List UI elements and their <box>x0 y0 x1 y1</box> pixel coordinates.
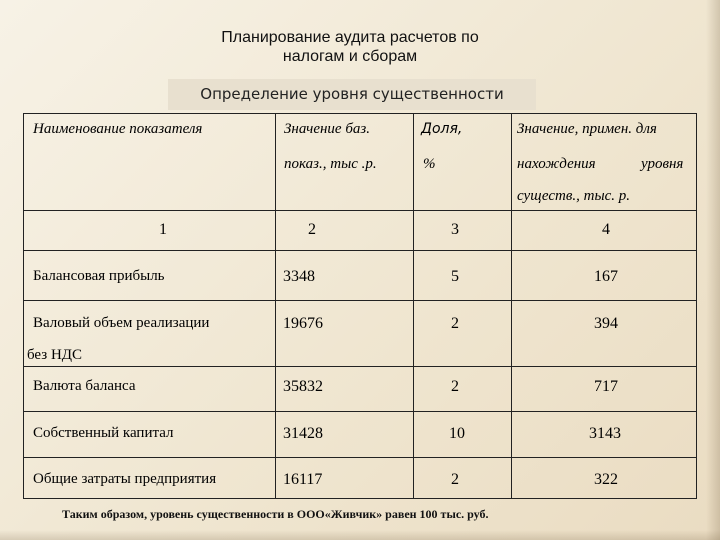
row-5-base: 16117 <box>283 471 323 488</box>
table-col-divider-3 <box>511 113 512 499</box>
table-row-divider-1 <box>23 300 697 301</box>
table-row-divider-2 <box>23 366 697 367</box>
table-row-divider-4 <box>23 457 697 458</box>
row-2-name-line-1: Валовый объем реализации <box>33 315 210 331</box>
header-base-value-line-2: показ., тыс .р. <box>284 156 377 172</box>
row-1-name: Балансовая прибыль <box>33 268 165 284</box>
title-line-1: Планирование аудита расчетов по <box>221 29 479 46</box>
row-2-base: 19676 <box>283 315 323 332</box>
table-numbers-divider <box>23 250 697 251</box>
column-number-1: 1 <box>159 221 167 238</box>
slide-bottom-shadow <box>0 530 720 540</box>
row-1-applied: 167 <box>594 268 618 285</box>
table-col-divider-2 <box>413 113 414 499</box>
row-5-name: Общие затраты предприятия <box>33 471 217 487</box>
slide-edge-shadow <box>706 0 720 540</box>
table-header-divider <box>23 210 697 211</box>
table-row-divider-3 <box>23 411 697 412</box>
header-indicator-name: Наименование показателя <box>33 121 203 137</box>
column-number-2: 2 <box>308 221 316 238</box>
row-5-applied: 322 <box>594 471 618 488</box>
row-3-base: 35832 <box>283 378 323 395</box>
row-3-share: 2 <box>451 378 459 395</box>
title-line-2: налогам и сборам <box>282 48 418 65</box>
header-applied-value-line-2a: нахождения <box>517 156 596 172</box>
row-2-share: 2 <box>451 315 459 332</box>
column-number-4: 4 <box>602 221 610 238</box>
row-4-base: 31428 <box>283 425 323 442</box>
header-base-value-line-1: Значение баз. <box>284 121 370 137</box>
row-4-share: 10 <box>449 425 465 442</box>
conclusion-note: Таким образом, уровень существенности в ООО«Живчик» равен 100 тыс. руб. <box>62 507 489 521</box>
row-4-name: Собственный капитал <box>33 425 174 441</box>
row-2-name-line-2: без НДС <box>27 347 83 363</box>
row-1-base: 3348 <box>283 268 315 285</box>
table-col-divider-1 <box>275 113 276 499</box>
column-number-3: 3 <box>451 221 459 238</box>
row-4-applied: 3143 <box>589 425 621 442</box>
slide-title <box>150 28 550 66</box>
row-3-applied: 717 <box>594 378 618 395</box>
header-share-line-2: % <box>423 156 436 172</box>
header-applied-value-line-2b: уровня <box>641 156 684 172</box>
header-applied-value-line-3: существ., тыс. р. <box>517 188 631 204</box>
row-1-share: 5 <box>451 268 459 285</box>
row-2-applied: 394 <box>594 315 618 332</box>
row-3-name: Валюта баланса <box>33 378 136 394</box>
row-5-share: 2 <box>451 471 459 488</box>
header-share-line-1: Доля, <box>421 121 463 137</box>
slide-subtitle: Определение уровня существенности <box>200 85 504 103</box>
header-applied-value-line-1: Значение, примен. для <box>517 121 657 137</box>
